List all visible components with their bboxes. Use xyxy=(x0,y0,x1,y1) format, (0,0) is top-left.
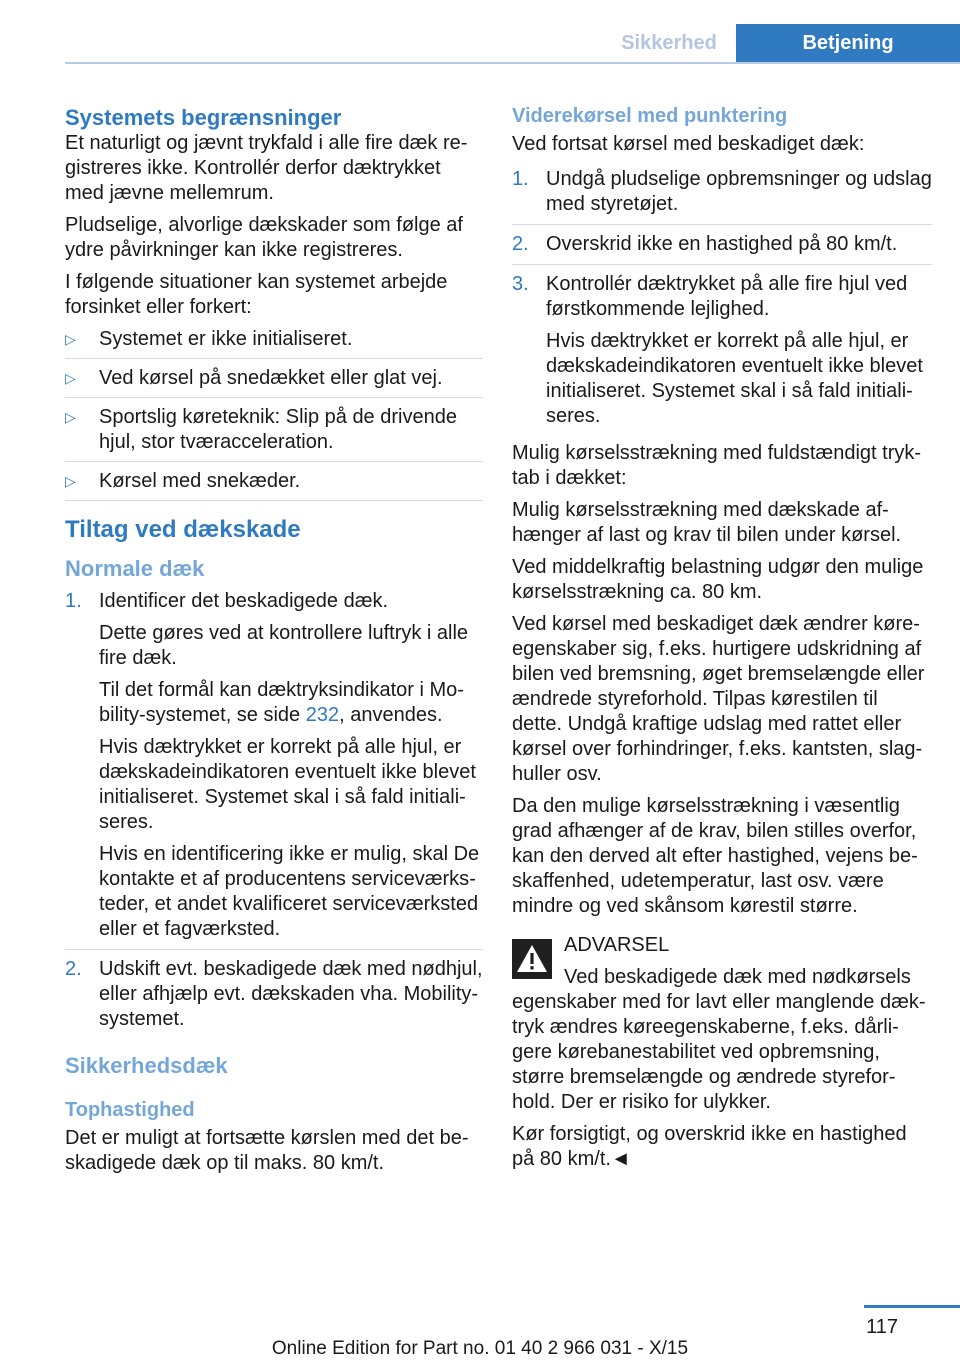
situation-list xyxy=(65,327,483,501)
step-detail: Hvis dæktrykket er korrekt på alle hjul, er dækskadeindikatoren eventuelt ikke blevet initialiseret. Systemet skal i så fald initialiseres. xyxy=(546,330,923,427)
warning-instruction: Kør forsigtigt, og overskrid ikke en hastighed på 80 km/t.◄ xyxy=(512,1123,907,1170)
paragraph: Mulig kørselsstrækning med fuldstændigt tryktab i dækket: xyxy=(512,442,922,489)
step-detail xyxy=(99,678,483,728)
paragraph: I følgende situationer kan systemet arbejde forsinket eller forkert: xyxy=(65,271,448,318)
tab-betjening[interactable]: Betjening xyxy=(736,24,960,62)
paragraph: Ved fortsat kørsel med beskadiget dæk: xyxy=(512,133,865,155)
step-item xyxy=(65,957,483,1032)
heading-systemets-begraensninger: Systemets begrænsninger xyxy=(65,105,342,130)
step-text: Undgå pludselige opbremsninger og udslag med styretøjet. xyxy=(546,168,932,215)
step-text: Identificer det beskadigede dæk. xyxy=(99,590,389,612)
list-item-text: Kørsel med snekæder. xyxy=(99,470,301,492)
paragraph: Ved middelkraftig belastning udgør den mulige kørselsstrækning ca. 80 km. xyxy=(512,556,924,603)
list-item-text: Systemet er ikke initialiseret. xyxy=(99,328,353,350)
chapter-tabs xyxy=(602,24,960,62)
list-item xyxy=(65,366,483,398)
step-number: 3. xyxy=(512,273,529,295)
step-text: Overskrid ikke en hastighed på 80 km/t. xyxy=(546,233,898,255)
step-detail-text: Til det formål kan dæktryksindikator i Mobility-systemet, se side xyxy=(99,679,464,726)
list-item-text: Ved kørsel på snedækket eller glat vej. xyxy=(99,367,443,389)
step-item xyxy=(512,232,932,265)
step-text: Kontrollér dæktrykket på alle fire hjul ved førstkommende lejlighed. xyxy=(546,273,908,320)
warning-text xyxy=(512,933,932,1172)
triangle-bullet-icon: ▷ xyxy=(65,331,76,347)
step-detail-text: , anvendes. xyxy=(339,704,443,726)
triangle-bullet-icon: ▷ xyxy=(65,370,76,386)
paragraph: Da den mulige kørselsstrækning i væsentlig grad afhænger af de krav, bilen stilles overfor, kan den derved alt efter hastighed, vejens beskaffenhed, udetemperatur, last osv. være mindre og ved skånsom kørestil større. xyxy=(512,795,918,917)
paragraph: Pludselige, alvorlige dækskader som følge af ydre påvirkninger kan ikke registreres. xyxy=(65,214,463,261)
list-item xyxy=(65,469,483,501)
step-item xyxy=(512,272,932,429)
paragraph: Det er muligt at fortsætte kørslen med det beskadigede dæk op til maks. 80 km/t. xyxy=(65,1127,469,1174)
warning-triangle-icon xyxy=(512,939,552,979)
page-number: 117 xyxy=(866,1316,898,1338)
step-text: Udskift evt. beskadigede dæk med nødhjul, eller afhjælp evt. dækskaden vha. Mobility-systemet. xyxy=(99,958,483,1030)
step-number: 2. xyxy=(65,958,82,980)
tab-sikkerhed[interactable]: Sikkerhed xyxy=(602,24,736,62)
list-item xyxy=(65,327,483,359)
heading-viderekoersel: Viderekørsel med punktering xyxy=(512,105,788,127)
footer-rule xyxy=(864,1305,960,1308)
page-link[interactable]: 232 xyxy=(305,704,340,726)
paragraph: Ved kørsel med beskadiget dæk ændrer køreegenskaber sig, f.eks. hurtigere udskridning af bilen ved bremsning, øget bremselængde eller ændrede styreforhold. Tilpas kørestilen til dette. Undgå kraftige udslag med rattet eller kørsel over forhindringer, f.eks. kantsten, slaghuller osv. xyxy=(512,613,925,785)
heading-sikkerhedsdaek: Sikkerhedsdæk xyxy=(65,1053,228,1078)
step-detail: Dette gøres ved at kontrollere luftryk i alle fire dæk. xyxy=(99,622,469,669)
triangle-bullet-icon: ▷ xyxy=(65,409,76,425)
flat-tire-steps xyxy=(512,167,932,429)
step-detail: Hvis dæktrykket er korrekt på alle hjul, er dækskadeindikatoren eventuelt ikke blevet initialiseret. Systemet skal i så fald initialiseres. xyxy=(99,736,476,833)
warning-title: ADVARSEL xyxy=(564,934,670,956)
heading-tophastighed: Tophastighed xyxy=(65,1099,195,1121)
step-detail: Hvis en identificering ikke er mulig, skal De kontakte et af producentens serviceværksteder, et andet kvalificeret serviceværksted eller et fagværksted. xyxy=(99,843,480,940)
right-column xyxy=(512,100,932,1179)
paragraph: Mulig kørselsstrækning med dækskade afhænger af last og krav til bilen under kørsel. xyxy=(512,499,902,546)
list-item-text: Sportslig køreteknik: Slip på de drivende hjul, stor tværacceleration. xyxy=(99,406,457,453)
warning-line: Ved beskadigede dæk med nødkørsels xyxy=(564,966,911,988)
normal-tire-steps xyxy=(65,589,483,1032)
header-rule xyxy=(65,62,960,64)
left-column xyxy=(65,100,483,1183)
step-item xyxy=(65,589,483,950)
heading-tiltag-ved-daekskade: Tiltag ved dækskade xyxy=(65,516,301,543)
heading-normale-daek: Normale dæk xyxy=(65,556,205,581)
warning-body: egenskaber med for lavt eller manglende dæktryk ændres køreegenskaberne, f.eks. dårligere kørebanestabilitet ved opbremsning, større bremselængde og ændrede styreforhold. Der er risiko for ulykker. xyxy=(512,991,926,1113)
paragraph: Et naturligt og jævnt trykfald i alle fire dæk registreres ikke. Kontrollér derfor dæktrykket med jævne mellemrum. xyxy=(65,132,468,204)
warning-box xyxy=(512,933,932,1172)
step-number: 2. xyxy=(512,233,529,255)
edition-footer: Online Edition for Part no. 01 40 2 966 031 - X/15 xyxy=(271,1338,689,1359)
list-item xyxy=(65,405,483,462)
step-item xyxy=(512,167,932,225)
step-number: 1. xyxy=(512,168,529,190)
triangle-bullet-icon: ▷ xyxy=(65,473,76,489)
step-number: 1. xyxy=(65,590,82,612)
